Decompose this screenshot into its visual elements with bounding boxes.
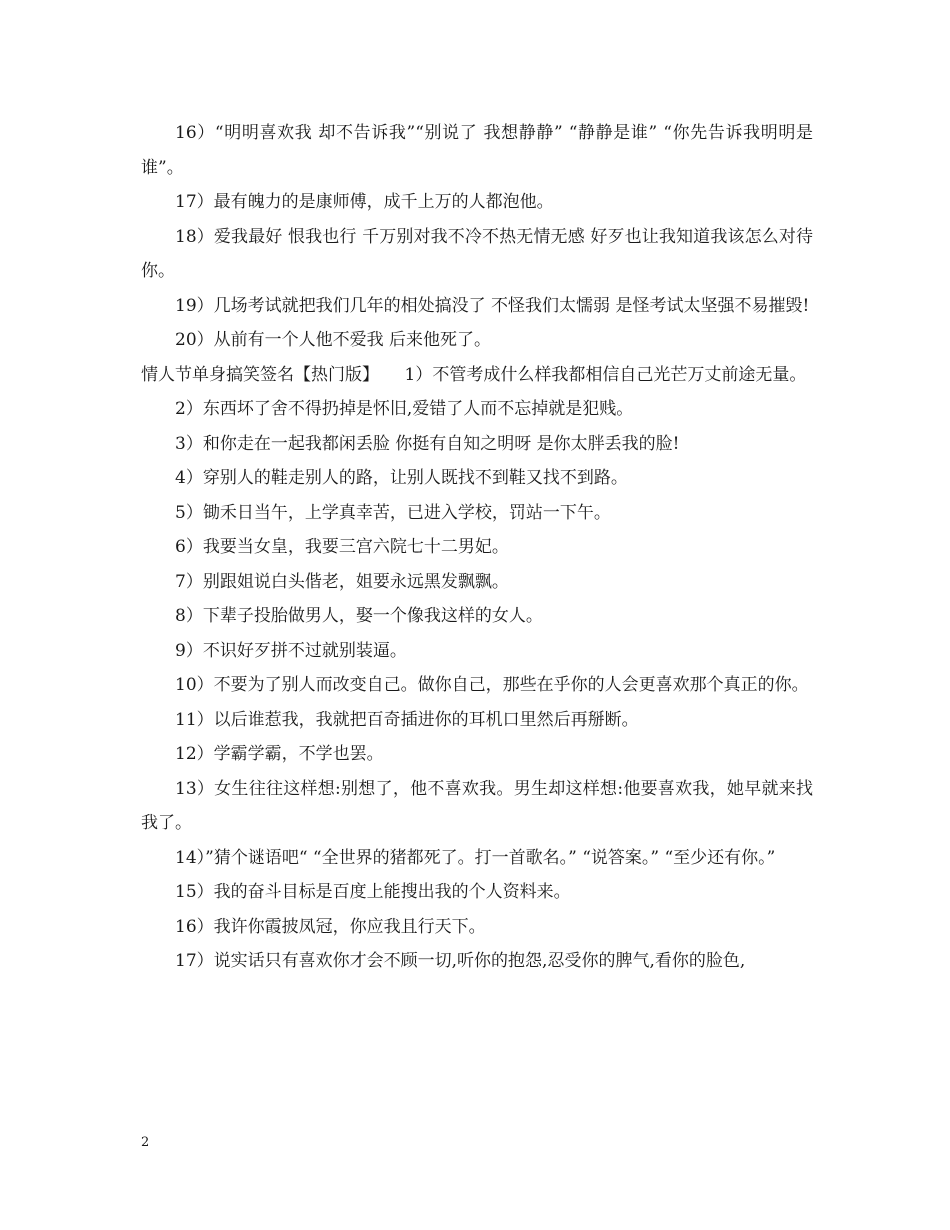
- paragraph: 9）不识好歹拼不过就别装逼。: [175, 640, 407, 661]
- paragraph: 6）我要当女皇，我要三宫六院七十二男妃。: [175, 537, 509, 557]
- paragraph: 4）穿别人的鞋走别人的路，让别人既找不到鞋又找不到路。: [175, 468, 628, 488]
- paragraph: 17）最有魄力的是康师傅，成千上万的人都泡他。: [175, 192, 554, 212]
- page-number: 2: [141, 1135, 150, 1150]
- paragraph: 10）不要为了别人而改变自己。做你自己，那些在乎你的人会更喜欢那个真正的你。: [175, 675, 809, 695]
- paragraph: 5）锄禾日当午，上学真幸苦，已进入学校，罚站一下午。: [175, 502, 611, 523]
- paragraph: 19）几场考试就把我们几年的相处搞没了 不怪我们太懦弱 是怪考试太坚强不易摧毁!: [175, 295, 810, 316]
- paragraph: 11）以后谁惹我，我就把百奇插进你的耳机口里然后再掰断。: [175, 709, 639, 730]
- paragraph: 8）下辈子投胎做男人，娶一个像我这样的女人。: [175, 606, 543, 626]
- paragraph: 20）从前有一个人他不爱我 后来他死了。: [175, 330, 492, 350]
- section-heading-paragraph: 情人节单身搞笑签名【热门版】 1）不管考成什么样我都相信自己光芒万丈前途无量。: [141, 364, 807, 385]
- paragraph: 2）东西坏了舍不得扔掉是怀旧,爱错了人而不忘掉就是犯贱。: [175, 399, 634, 419]
- paragraph: 7）别跟姐说白头偕老，姐要永远黑发飘飘。: [175, 571, 509, 592]
- paragraph: 16）我许你霞披凤冠，你应我且行天下。: [175, 916, 486, 937]
- paragraph: 14）”猜个谜语吧“ “全世界的猪都死了。打一首歌名。” “说答案。” “至少还有你。”: [175, 847, 776, 868]
- document-body: [141, 116, 813, 979]
- paragraph: 15）我的奋斗目标是百度上能搜出我的个人资料来。: [175, 882, 571, 902]
- paragraph: 12）学霸学霸，不学也罢。: [175, 744, 384, 764]
- paragraph: 18）爱我最好 恨我也行 千万别对我不冷不热无情无感 好歹也让我知道我该怎么对待你。: [141, 226, 813, 281]
- paragraph: 17）说实话只有喜欢你才会不顾一切,听你的抱怨,忍受你的脾气,看你的脸色,: [175, 951, 746, 971]
- paragraph: 16）“明明喜欢我 却不告诉我”“别说了 我想静静” “静静是谁” “你先告诉我明明是谁”。: [141, 123, 813, 178]
- paragraph: 13）女生往往这样想:别想了，他不喜欢我。男生却这样想:他要喜欢我，她早就来找我了。: [141, 778, 813, 833]
- paragraph: 3）和你走在一起我都闲丢脸 你挺有自知之明呀 是你太胖丢我的脸!: [175, 433, 680, 454]
